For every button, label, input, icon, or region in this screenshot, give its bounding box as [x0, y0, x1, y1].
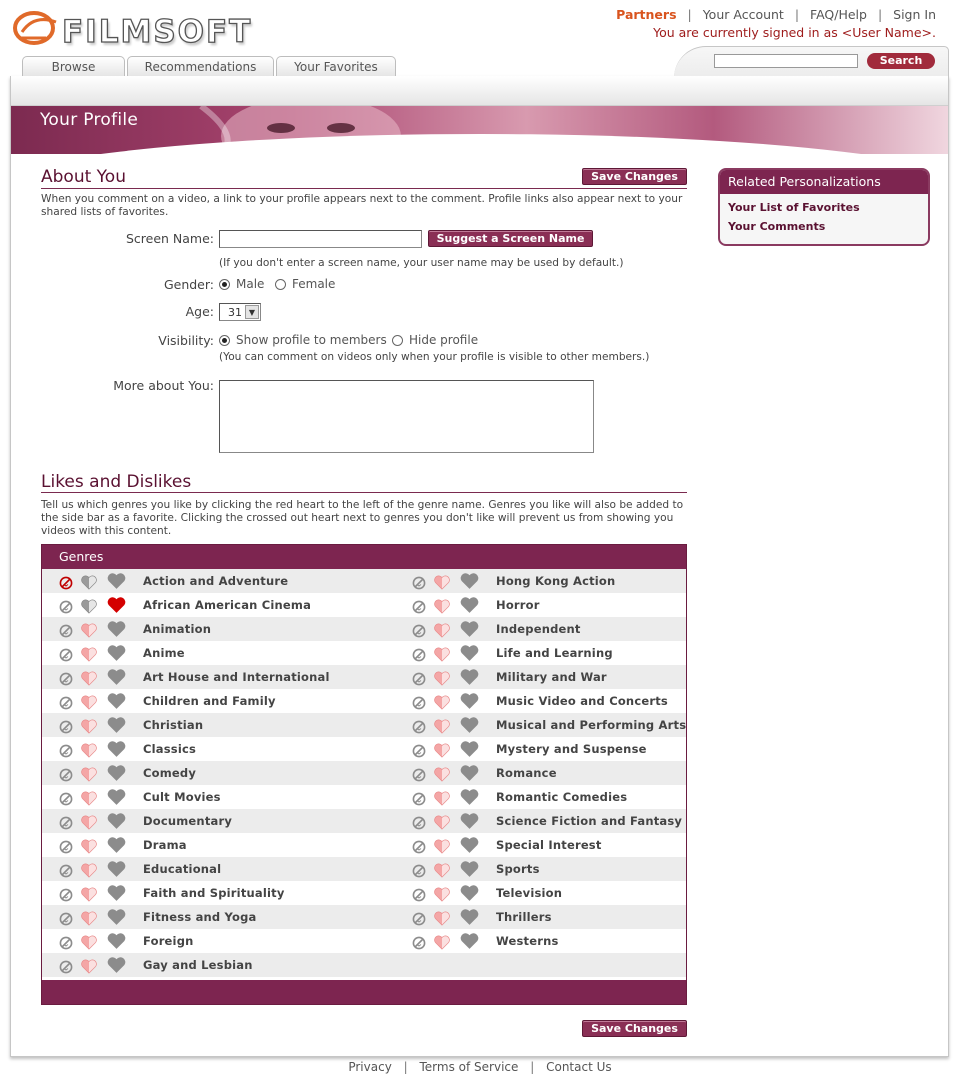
no-heart-icon[interactable] [59, 623, 73, 642]
heart-icon[interactable] [106, 691, 127, 714]
heart-icon[interactable] [459, 859, 480, 882]
genre-row [42, 809, 686, 833]
half-heart-icon[interactable] [433, 718, 451, 738]
genre-row [42, 665, 686, 689]
heart-icon[interactable] [459, 835, 480, 858]
genre-name[interactable]: Horror [496, 598, 540, 612]
heart-icon[interactable] [459, 691, 480, 714]
no-heart-icon[interactable] [59, 767, 73, 786]
genre-row [42, 833, 686, 857]
heart-icon[interactable] [106, 739, 127, 762]
related-personalizations-panel [718, 168, 930, 246]
screen-name-hint: (If you don't enter a screen name, your user name may be used by default.) [219, 257, 624, 269]
half-heart-icon[interactable] [433, 910, 451, 930]
save-changes-button[interactable]: Save Changes [582, 168, 687, 185]
no-heart-icon[interactable] [412, 863, 426, 882]
no-heart-icon[interactable] [59, 887, 73, 906]
gender-male-radio[interactable] [219, 279, 230, 290]
visibility-hide-radio[interactable] [392, 335, 403, 346]
half-heart-icon[interactable] [80, 910, 98, 930]
half-heart-icon[interactable] [433, 814, 451, 834]
age-label: Age: [185, 304, 214, 319]
visibility-show-label: Show profile to members [236, 333, 387, 347]
genre-row [42, 641, 686, 665]
no-heart-icon[interactable] [412, 647, 426, 666]
heart-icon[interactable] [459, 931, 480, 954]
half-heart-icon[interactable] [80, 598, 98, 618]
genre-name[interactable]: Westerns [496, 934, 559, 948]
half-heart-icon[interactable] [80, 934, 98, 954]
genre-name[interactable]: African American Cinema [143, 598, 312, 612]
genre-row [42, 617, 686, 641]
half-heart-icon[interactable] [80, 838, 98, 858]
chevron-down-icon[interactable]: ▼ [245, 305, 259, 319]
logo-text: FILMSOFT [62, 14, 253, 50]
age-value: 31 [228, 306, 242, 319]
separator: | [403, 1060, 408, 1074]
heart-icon[interactable] [106, 571, 127, 594]
related-personalizations-heading: Related Personalizations [720, 170, 928, 194]
half-heart-icon[interactable] [80, 862, 98, 882]
genre-name[interactable]: Romantic Comedies [496, 790, 628, 804]
about-rule [41, 188, 687, 189]
separator: | [877, 7, 883, 22]
search-input[interactable] [714, 54, 858, 68]
signed-in-status: You are currently signed in as <User Name>. [653, 25, 936, 40]
genre-name[interactable]: Cult Movies [143, 790, 221, 804]
gender-female-label: Female [292, 277, 336, 291]
screen-name-input[interactable] [219, 230, 422, 248]
heart-icon[interactable] [106, 955, 127, 978]
no-heart-icon[interactable] [412, 815, 426, 834]
gender-female-radio[interactable] [275, 279, 286, 290]
heart-icon[interactable] [106, 619, 127, 642]
top-links [616, 7, 936, 22]
half-heart-icon[interactable] [433, 766, 451, 786]
half-heart-icon[interactable] [80, 718, 98, 738]
half-heart-icon[interactable] [80, 766, 98, 786]
heart-icon[interactable] [459, 883, 480, 906]
genre-row [42, 761, 686, 785]
heart-icon[interactable] [459, 643, 480, 666]
gender-label: Gender: [163, 277, 214, 292]
heart-icon[interactable] [459, 667, 480, 690]
genre-row [42, 593, 686, 617]
genres-table-header: Genres [42, 545, 686, 569]
genre-name[interactable]: Faith and Spirituality [143, 886, 285, 900]
half-heart-icon[interactable] [80, 574, 98, 594]
half-heart-icon[interactable] [80, 814, 98, 834]
no-heart-icon[interactable] [412, 911, 426, 930]
filmsoft-logo[interactable] [12, 8, 262, 54]
no-heart-icon[interactable] [412, 791, 426, 810]
faq-help-link[interactable]: FAQ/Help [810, 7, 867, 22]
genre-name[interactable]: Special Interest [496, 838, 602, 852]
genre-name[interactable]: Animation [143, 622, 212, 636]
screen-name-label: Screen Name: [125, 231, 214, 246]
genre-name[interactable]: Drama [143, 838, 187, 852]
no-heart-icon[interactable] [412, 887, 426, 906]
genre-name[interactable]: Comedy [143, 766, 197, 780]
about-intro: When you comment on a video, a link to your profile appears next to the comment. Profile links also appear next to your shared lists of favorites. [41, 193, 683, 218]
likes-dislikes-heading: Likes and Dislikes [41, 472, 192, 492]
heart-icon[interactable] [106, 811, 127, 834]
half-heart-icon[interactable] [80, 646, 98, 666]
heart-icon[interactable] [459, 571, 480, 594]
separator: | [687, 7, 692, 22]
profile-banner [11, 106, 948, 154]
genre-name[interactable]: Musical and Performing Arts [496, 718, 687, 732]
your-account-link[interactable]: Your Account [702, 7, 784, 22]
no-heart-icon[interactable] [59, 791, 73, 810]
half-heart-icon[interactable] [433, 790, 451, 810]
contact-us-link[interactable]: Contact Us [546, 1060, 612, 1074]
visibility-hide-label: Hide profile [409, 333, 479, 347]
heart-icon[interactable] [459, 739, 480, 762]
no-heart-icon[interactable] [59, 863, 73, 882]
half-heart-icon[interactable] [80, 958, 98, 978]
genre-name[interactable]: Sports [496, 862, 540, 876]
genre-name[interactable]: Television [496, 886, 563, 900]
genre-row [42, 905, 686, 929]
no-heart-icon[interactable] [59, 959, 73, 978]
genre-name[interactable]: Romance [496, 766, 557, 780]
genres-table-footer [42, 980, 686, 1004]
genre-name[interactable]: Life and Learning [496, 646, 613, 660]
genre-row [42, 689, 686, 713]
search-button[interactable]: Search [867, 53, 935, 69]
visibility-show-radio[interactable] [219, 335, 230, 346]
tab-recommendations[interactable]: Recommendations [127, 56, 274, 76]
tab-your-favorites[interactable]: Your Favorites [276, 56, 396, 76]
your-comments-link[interactable]: Your Comments [728, 220, 826, 233]
half-heart-icon[interactable] [433, 742, 451, 762]
genre-name[interactable]: Hong Kong Action [496, 574, 616, 588]
heart-icon[interactable] [459, 907, 480, 930]
heart-icon[interactable] [106, 667, 127, 690]
age-select[interactable] [219, 303, 261, 321]
half-heart-icon[interactable] [80, 742, 98, 762]
genre-name[interactable]: Independent [496, 622, 581, 636]
genre-row [42, 929, 686, 953]
no-heart-icon[interactable] [59, 935, 73, 954]
no-heart-icon[interactable] [412, 575, 426, 594]
no-heart-icon[interactable] [59, 647, 73, 666]
half-heart-icon[interactable] [433, 598, 451, 618]
about-you-heading: About You [41, 167, 126, 187]
heart-icon[interactable] [459, 715, 480, 738]
heart-icon[interactable] [106, 835, 127, 858]
genres-table [41, 544, 687, 1005]
genre-row [42, 881, 686, 905]
half-heart-icon[interactable] [80, 670, 98, 690]
no-heart-icon[interactable] [59, 599, 73, 618]
heart-icon[interactable] [459, 619, 480, 642]
genre-name[interactable]: Action and Adventure [143, 574, 289, 588]
logo-mark-icon [12, 8, 64, 48]
separator: | [530, 1060, 535, 1074]
genre-row [42, 785, 686, 809]
gender-male-label: Male [236, 277, 265, 291]
more-about-label: More about You: [113, 378, 214, 393]
no-heart-icon[interactable] [59, 743, 73, 762]
heart-icon[interactable] [106, 931, 127, 954]
visibility-label: Visibility: [158, 333, 214, 348]
more-about-textarea[interactable] [219, 380, 594, 453]
half-heart-icon[interactable] [433, 862, 451, 882]
half-heart-icon[interactable] [433, 574, 451, 594]
half-heart-icon[interactable] [433, 622, 451, 642]
no-heart-icon[interactable] [59, 815, 73, 834]
save-changes-bottom-button[interactable]: Save Changes [582, 1020, 687, 1037]
genre-name[interactable]: Mystery and Suspense [496, 742, 647, 756]
half-heart-icon[interactable] [433, 934, 451, 954]
separator: | [794, 7, 800, 22]
privacy-link[interactable]: Privacy [348, 1060, 392, 1074]
heart-icon[interactable] [106, 643, 127, 666]
genre-name[interactable]: Thrillers [496, 910, 552, 924]
footer-links [0, 1060, 960, 1074]
nav-bar [11, 76, 948, 106]
genre-name[interactable]: Military and War [496, 670, 607, 684]
genre-name[interactable]: Documentary [143, 814, 233, 828]
heart-icon[interactable] [459, 595, 480, 618]
half-heart-icon[interactable] [80, 886, 98, 906]
half-heart-icon[interactable] [433, 886, 451, 906]
no-heart-icon[interactable] [412, 671, 426, 690]
genre-name[interactable]: Educational [143, 862, 222, 876]
heart-icon[interactable] [459, 811, 480, 834]
banner-curve [11, 134, 948, 154]
genre-row [42, 713, 686, 737]
visibility-hint: (You can comment on videos only when your profile is visible to other members.) [219, 351, 650, 363]
genre-name[interactable]: Children and Family [143, 694, 276, 708]
half-heart-icon[interactable] [80, 694, 98, 714]
sign-in-link[interactable]: Sign In [893, 7, 936, 22]
heart-icon[interactable] [106, 859, 127, 882]
no-heart-icon[interactable] [412, 599, 426, 618]
suggest-screen-name-button[interactable]: Suggest a Screen Name [428, 230, 593, 247]
genre-name[interactable]: Gay and Lesbian [143, 958, 253, 972]
heart-icon[interactable] [106, 883, 127, 906]
half-heart-icon[interactable] [80, 622, 98, 642]
page-title: Your Profile [40, 110, 139, 130]
no-heart-icon[interactable] [412, 743, 426, 762]
no-heart-icon[interactable] [59, 575, 73, 594]
likes-rule [41, 492, 687, 493]
genre-row [42, 569, 686, 593]
heart-icon[interactable] [106, 907, 127, 930]
likes-intro: Tell us which genres you like by clicking the red heart to the left of the genre name. Genres you like will also be added to the side bar as a favorite. Clicking the crossed out heart next to genres you don't like will prevent us from showing you videos with this content. [41, 499, 684, 537]
genre-name[interactable]: Art House and International [143, 670, 330, 684]
no-heart-icon[interactable] [412, 839, 426, 858]
favorites-list-link[interactable]: Your List of Favorites [728, 201, 860, 214]
no-heart-icon[interactable] [59, 911, 73, 930]
partners-link[interactable]: Partners [616, 7, 677, 22]
no-heart-icon[interactable] [59, 839, 73, 858]
half-heart-icon[interactable] [433, 838, 451, 858]
genre-name[interactable]: Anime [143, 646, 185, 660]
no-heart-icon[interactable] [412, 767, 426, 786]
genre-row [42, 953, 686, 977]
half-heart-icon[interactable] [433, 646, 451, 666]
terms-of-service-link[interactable]: Terms of Service [419, 1060, 519, 1074]
heart-icon[interactable] [459, 763, 480, 786]
genre-name[interactable]: Christian [143, 718, 204, 732]
heart-icon[interactable] [106, 787, 127, 810]
no-heart-icon[interactable] [59, 695, 73, 714]
genre-name[interactable]: Classics [143, 742, 197, 756]
half-heart-icon[interactable] [80, 790, 98, 810]
tab-browse[interactable]: Browse [22, 56, 125, 76]
no-heart-icon[interactable] [412, 695, 426, 714]
heart-icon[interactable] [106, 763, 127, 786]
genre-row [42, 737, 686, 761]
no-heart-icon[interactable] [59, 671, 73, 690]
no-heart-icon[interactable] [412, 719, 426, 738]
genre-name[interactable]: Science Fiction and Fantasy [496, 814, 683, 828]
half-heart-icon[interactable] [433, 670, 451, 690]
genre-name[interactable]: Foreign [143, 934, 194, 948]
genre-row [42, 857, 686, 881]
heart-icon[interactable] [106, 715, 127, 738]
half-heart-icon[interactable] [433, 694, 451, 714]
genre-name[interactable]: Fitness and Yoga [143, 910, 257, 924]
no-heart-icon[interactable] [412, 935, 426, 954]
heart-icon[interactable] [106, 595, 127, 618]
no-heart-icon[interactable] [412, 623, 426, 642]
no-heart-icon[interactable] [59, 719, 73, 738]
heart-icon[interactable] [459, 787, 480, 810]
genre-name[interactable]: Music Video and Concerts [496, 694, 668, 708]
